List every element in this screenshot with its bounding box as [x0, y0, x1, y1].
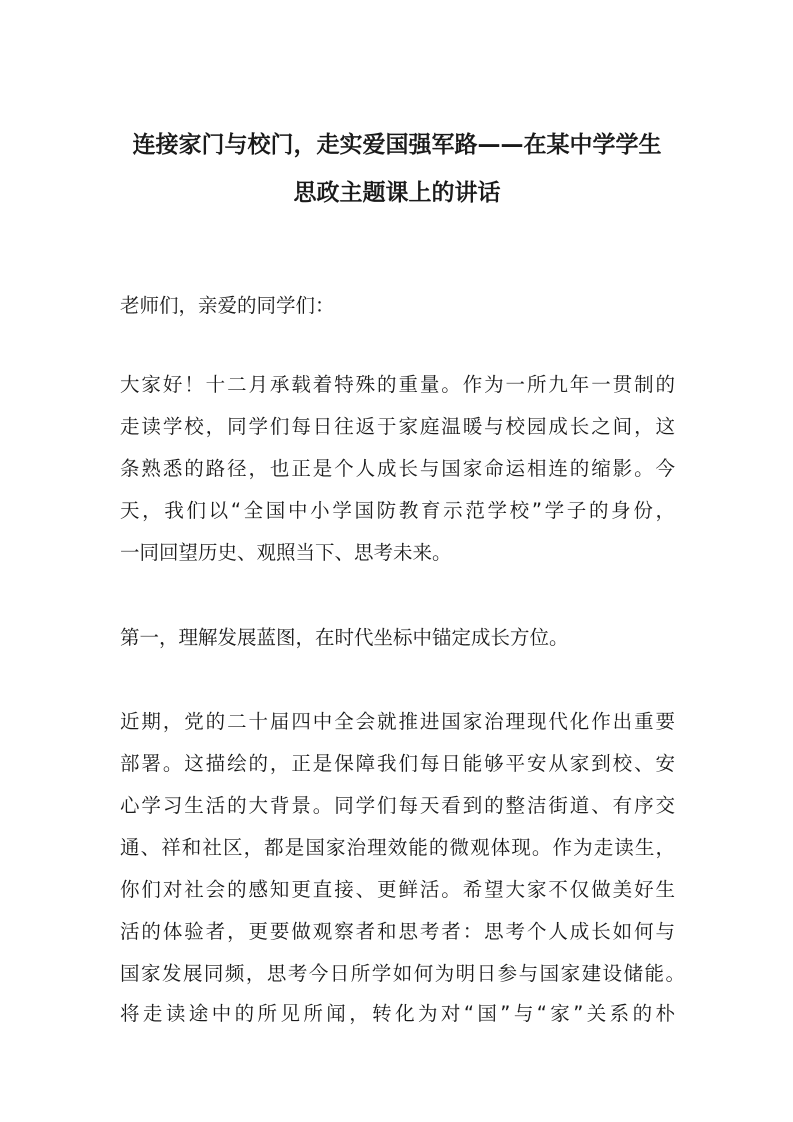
paragraph-2-line: 部署。这描绘的，正是保障我们每日能够平安从家到校、安 — [120, 752, 675, 775]
paragraph-1-line: 大家好！十二月承载着特殊的重量。作为一所九年一贯制的 — [120, 373, 675, 396]
salutation: 老师们，亲爱的同学们： — [120, 294, 335, 317]
section-heading-1: 第一，理解发展蓝图，在时代坐标中锚定成长方位。 — [120, 626, 569, 649]
paragraph-1-line: 一同回望历史、观照当下、思考未来。 — [120, 541, 452, 564]
paragraph-1-line: 天，我们以“全国中小学国防教育示范学校”学子的身份， — [120, 499, 675, 522]
paragraph-2-line: 将走读途中的所见所闻，转化为对“国”与“家”关系的朴 — [120, 1002, 675, 1025]
paragraph-2-line: 活的体验者，更要做观察者和思考者：思考个人成长如何与 — [120, 920, 675, 943]
paragraph-1-line: 走读学校，同学们每日往返于家庭温暖与校园成长之间，这 — [120, 415, 675, 438]
title-line-1: 连接家门与校门，走实爱国强军路——在某中学学生 — [132, 132, 662, 158]
paragraph-2-line: 你们对社会的感知更直接、更鲜活。希望大家不仅做美好生 — [120, 878, 675, 901]
paragraph-2-line: 心学习生活的大背景。同学们每天看到的整洁街道、有序交 — [120, 794, 675, 817]
paragraph-2-line: 通、祥和社区，都是国家治理效能的微观体现。作为走读生， — [120, 836, 675, 859]
paragraph-2-line: 国家发展同频，思考今日所学如何为明日参与国家建设储能。 — [120, 962, 685, 985]
title-line-2: 思政主题课上的讲话 — [293, 180, 501, 206]
paragraph-2-line: 近期，党的二十届四中全会就推进国家治理现代化作出重要 — [120, 710, 675, 733]
paragraph-1-line: 条熟悉的路径，也正是个人成长与国家命运相连的缩影。今 — [120, 457, 675, 480]
